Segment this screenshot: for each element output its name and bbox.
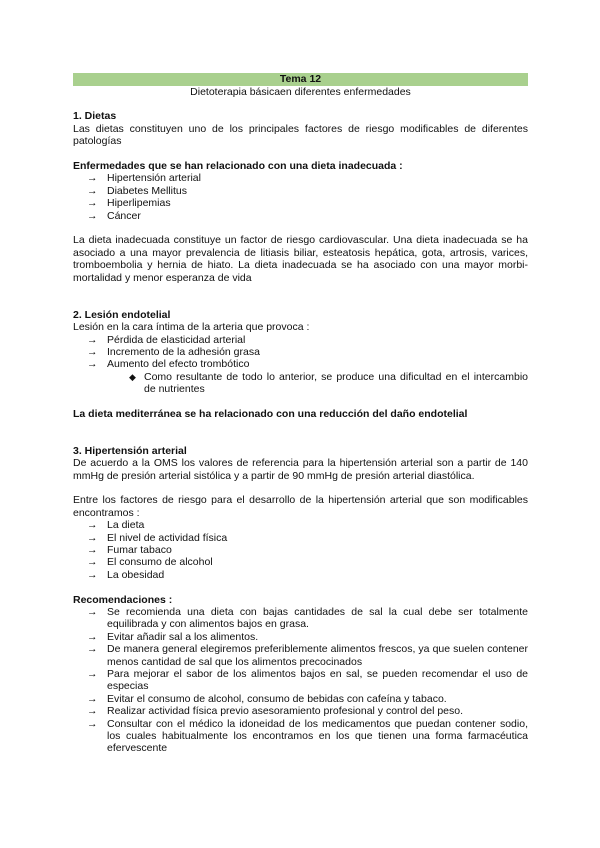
section3-paragraph: De acuerdo a la OMS los valores de referencia para la hipertensión arterial son a partir de 140 mmHg de presión arterial sistólica y a partir de 90 mmHg de presión arterial diastólica.: [73, 457, 528, 482]
recommendations-heading: Recomendaciones :: [73, 593, 173, 606]
arrow-icon: →: [87, 358, 98, 371]
diseases-heading: Enfermedades que se han relacionado con una dieta inadecuada :: [73, 159, 403, 172]
section2-heading: 2. Lesión endotelial: [73, 308, 171, 321]
list-item: → El nivel de actividad física: [87, 531, 228, 544]
list-item: → Se recomienda una dieta con bajas cantidades de sal la cual debe ser totalmente equilibrada y con alimentos bajos en grasa.: [87, 606, 528, 631]
arrow-icon: →: [87, 333, 98, 346]
list-item: → La obesidad: [87, 568, 165, 581]
diseases-list: [73, 172, 528, 222]
section2-intro: Lesión en la cara íntima de la arteria que provoca :: [73, 321, 310, 334]
factors-list: [73, 519, 528, 581]
list-item: → Pérdida de elasticidad arterial: [87, 333, 246, 346]
list-item: → Consultar con el médico la idoneidad de los medicamentos que puedan contener sodio, los cuales habitualmente los encontramos en los que tienen una forma farmacéutica efervescente: [87, 717, 528, 755]
list-item: → Realizar actividad física previo asesoramiento profesional y control del peso.: [87, 705, 464, 718]
arrow-icon: →: [87, 531, 98, 544]
section3-heading: 3. Hipertensión arterial: [73, 444, 187, 457]
arrow-icon: →: [87, 172, 98, 185]
document-title: Tema 12: [73, 73, 528, 86]
list-item: → Hipertensión arterial: [87, 172, 201, 185]
list-item: → El consumo de alcohol: [87, 556, 213, 569]
arrow-icon: →: [87, 197, 98, 210]
diamond-icon: ◆: [129, 371, 136, 382]
list-item: → Diabetes Mellitus: [87, 184, 187, 197]
arrow-icon: →: [87, 643, 98, 656]
arrow-icon: →: [87, 519, 98, 532]
arrow-icon: →: [87, 184, 98, 197]
document-page: [73, 73, 528, 755]
recommendations-list: [73, 606, 528, 755]
list-item: ◆ Como resultante de todo lo anterior, se produce una dificultad en el intercambio de nutrientes: [129, 370, 528, 396]
section1-intro: Las dietas constituyen uno de los principales factores de riesgo modificables de diferentes patologías: [73, 122, 528, 148]
arrow-icon: →: [87, 668, 98, 681]
list-item: → Aumento del efecto trombótico: [87, 358, 250, 371]
list-item: → De manera general elegiremos preferiblemente alimentos frescos, ya que suelen contener menos cantidad de sal que los alimentos precocinados: [87, 643, 528, 668]
list-item: → Para mejorar el sabor de los alimentos bajos en sal, se pueden recomendar el uso de especias: [87, 668, 528, 693]
section1-heading: 1. Dietas: [73, 110, 117, 123]
section2-conclusion: La dieta mediterránea se ha relacionado con una reducción del daño endotelial: [73, 407, 468, 420]
list-item: → Evitar el consumo de alcohol, consumo de bebidas con cafeína y tabaco.: [87, 692, 447, 705]
arrow-icon: →: [87, 209, 98, 222]
arrow-icon: →: [87, 345, 98, 358]
arrow-icon: →: [87, 705, 98, 718]
document-subtitle: Dietoterapia básicaen diferentes enfermedades: [190, 85, 411, 98]
list-item: → Cáncer: [87, 209, 141, 222]
arrow-icon: →: [87, 630, 98, 643]
factors-intro: Entre los factores de riesgo para el desarrollo de la hipertensión arterial que son modificables encontramos :: [73, 494, 528, 519]
arrow-icon: →: [87, 692, 98, 705]
section1-paragraph: La dieta inadecuada constituye un factor de riesgo cardiovascular. Una dieta inadecuada se ha asociado a una mayor prevalencia de litiasis biliar, esteatosis hepática, gota, artrosis, varices, tromboembolia y hernia de hiato. La dieta inadecuada se ha asociado con una mayor morbi-mortalidad y menor esperanza de vida: [73, 234, 528, 284]
list-item: → La dieta: [87, 519, 145, 532]
arrow-icon: →: [87, 606, 98, 619]
list-item: → Incremento de la adhesión grasa: [87, 345, 260, 358]
list-item: → Hiperlipemias: [87, 197, 171, 210]
effects-list: [73, 334, 528, 396]
arrow-icon: →: [87, 717, 98, 730]
arrow-icon: →: [87, 556, 98, 569]
list-item: → Fumar tabaco: [87, 544, 172, 556]
arrow-icon: →: [87, 568, 98, 581]
list-item: → Evitar añadir sal a los alimentos.: [87, 630, 259, 643]
arrow-icon: →: [87, 544, 98, 556]
